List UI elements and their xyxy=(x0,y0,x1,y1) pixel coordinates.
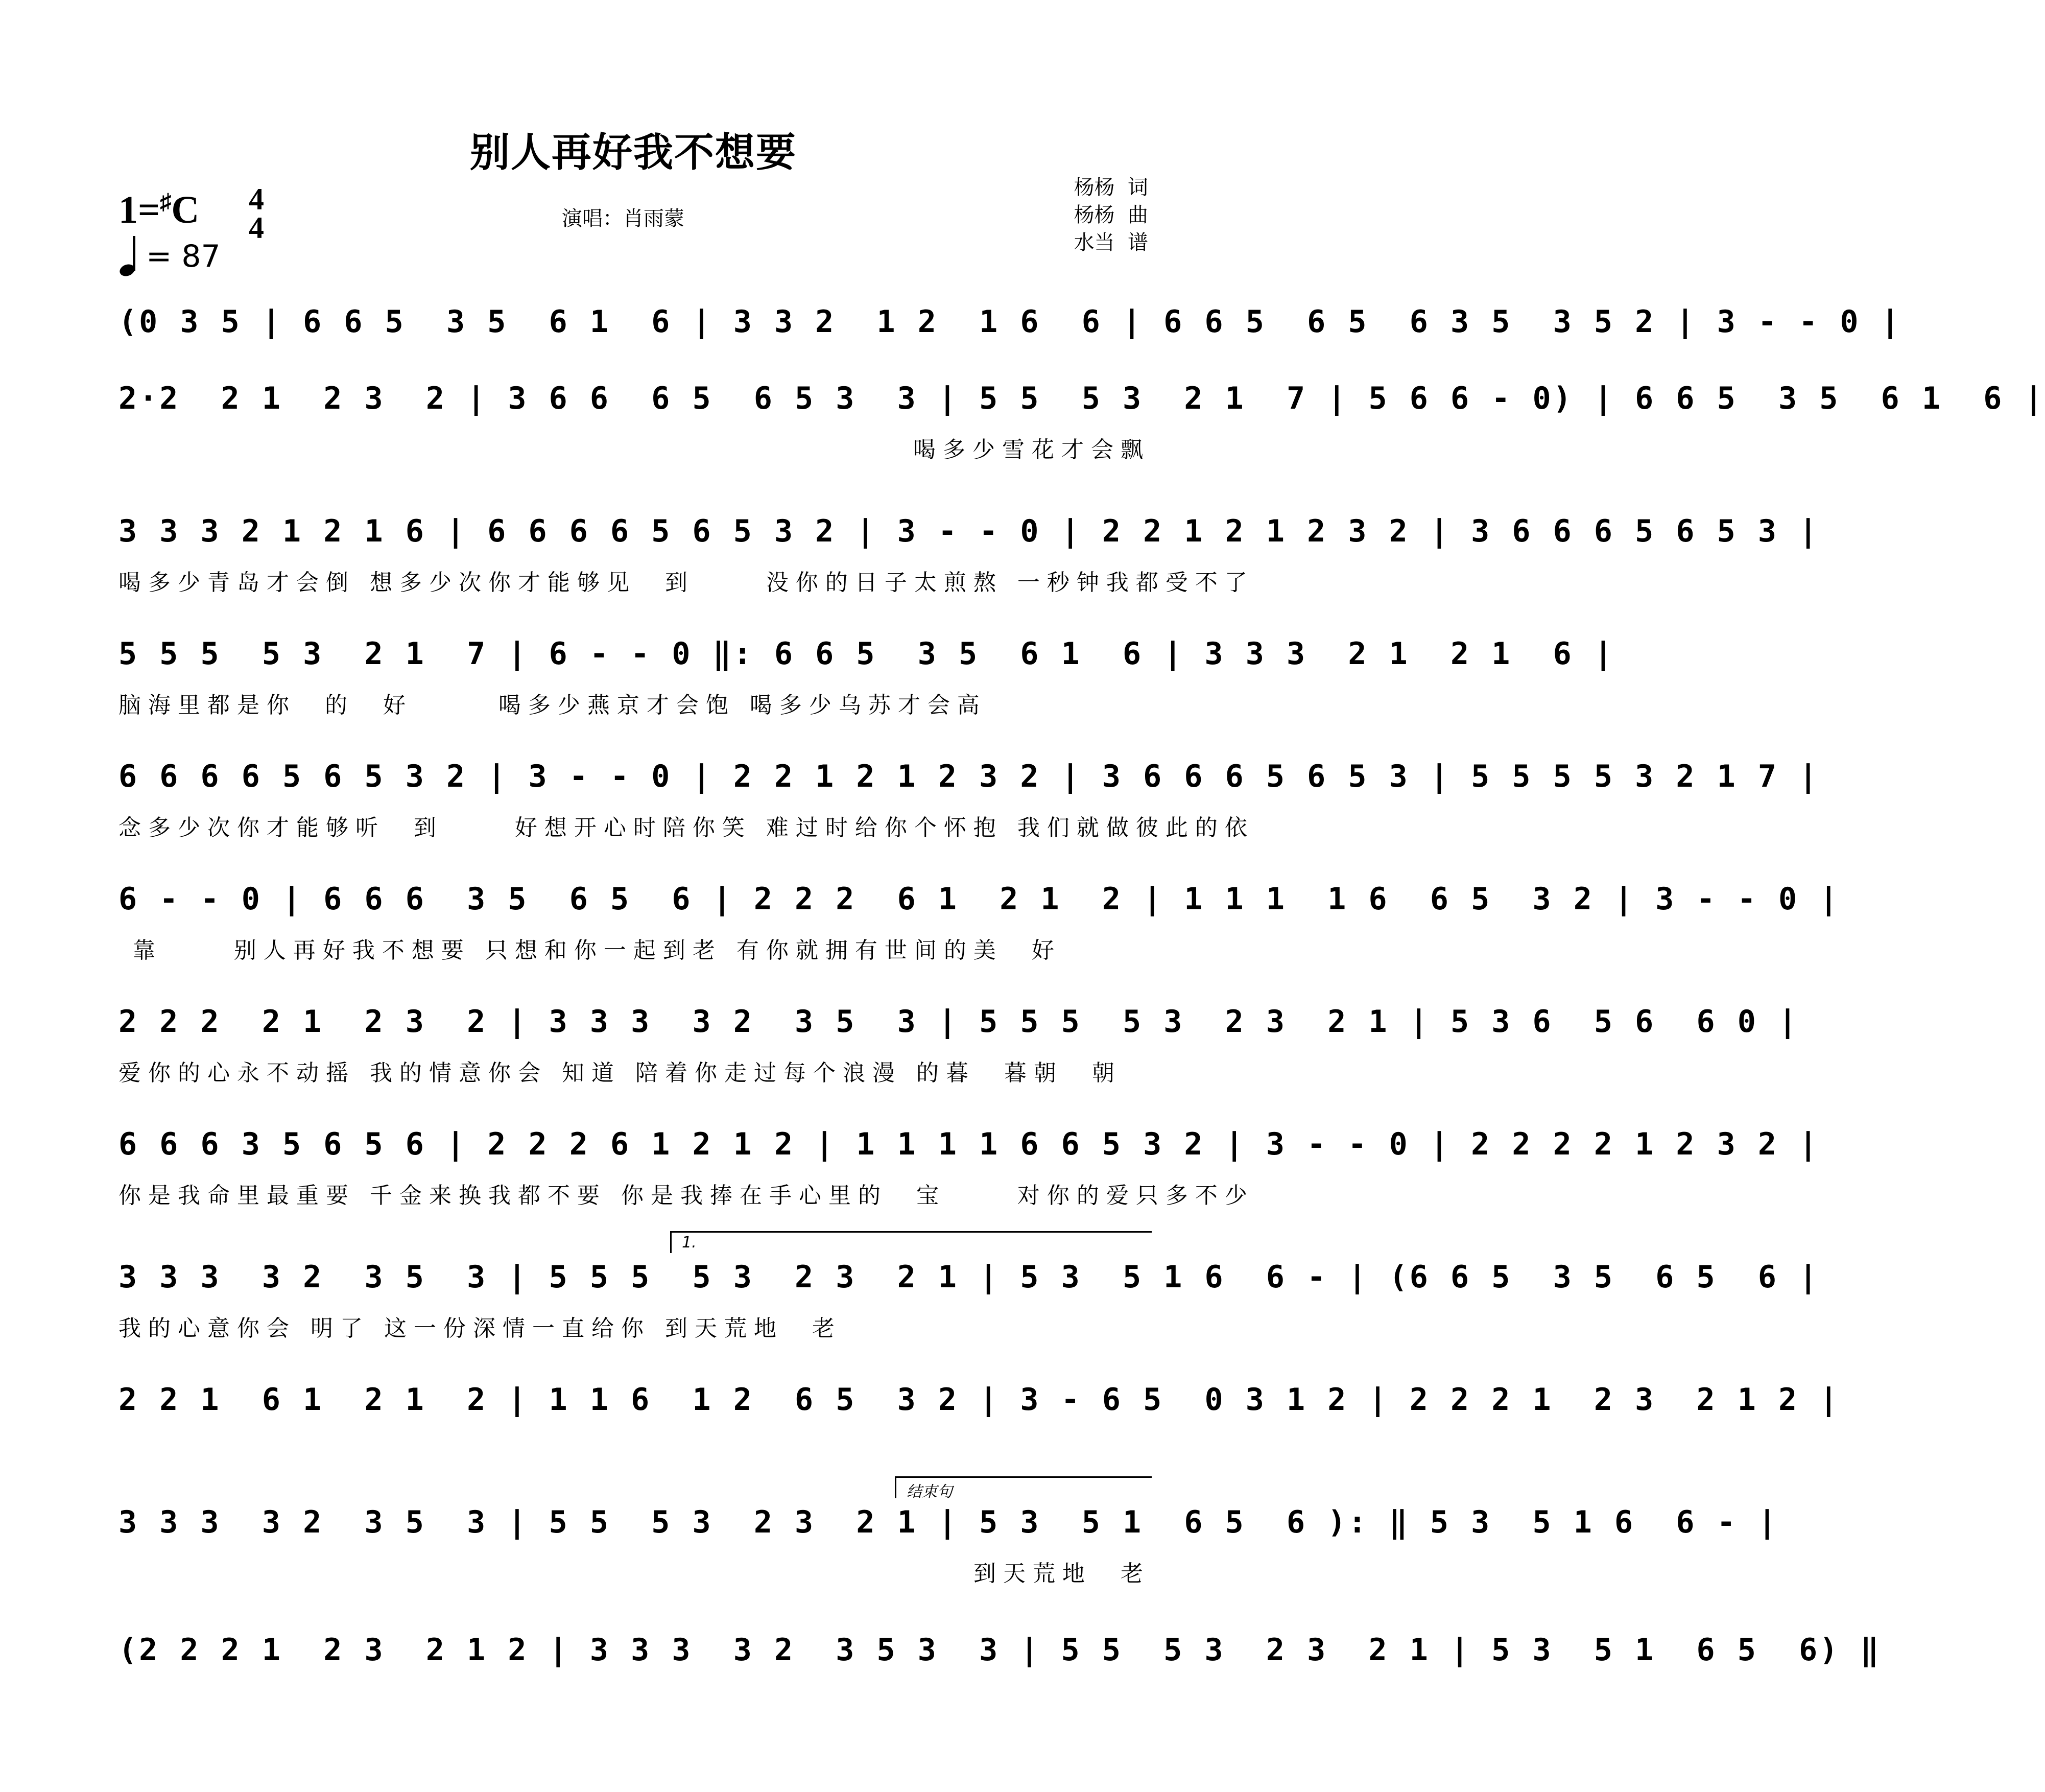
stave-row xyxy=(118,1483,1778,1588)
lyrics-line: 靠 别人再好我不想要 只想和你一起到老 有你就拥有世间的美 好 xyxy=(118,937,1061,963)
volta-bracket xyxy=(895,1476,1152,1501)
stave-row xyxy=(118,633,1614,719)
key-note: C xyxy=(171,188,200,231)
jianpu-notes: 2·2 2 1 2 3 2 | 3 6 6 6 5 6 5 3 3 | 5 5 5 3 2 1 7 | 5 6 6 - 0) | 6 6 5 3 5 6 1 6 | xyxy=(118,381,2045,416)
stave-row xyxy=(118,301,1901,342)
lyrics-line: 到天荒地 老 xyxy=(973,1561,1150,1587)
credits xyxy=(1074,174,1148,256)
stave-row xyxy=(118,511,1820,597)
jianpu-notes: 3 3 3 3 2 3 5 3 | 5 5 5 5 3 2 3 2 1 | 5 3 5 1 6 6 - | (6 6 5 3 5 6 5 6 | xyxy=(118,1259,1820,1295)
page-title: 别人再好我不想要 xyxy=(469,130,797,176)
time-signature-bottom: 4 xyxy=(249,211,264,245)
jianpu-notes: (2 2 2 1 2 3 2 1 2 | 3 3 3 3 2 3 5 3 3 | 5 5 5 3 2 3 2 1 | 5 3 5 1 6 5 6) ‖ xyxy=(118,1632,1881,1668)
jianpu-notes: 2 2 2 2 1 2 3 2 | 3 3 3 3 2 3 5 3 | 5 5 5 5 3 2 3 2 1 | 5 3 6 5 6 6 0 | xyxy=(118,1004,1799,1040)
jianpu-notes: 5 5 5 5 3 2 1 7 | 6 - - 0 ‖: 6 6 5 3 5 6 1 6 | 3 3 3 2 1 2 1 6 | xyxy=(118,636,1614,672)
singer-credit: 演唱：肖雨蒙 xyxy=(562,207,684,230)
stave-row xyxy=(118,1234,1820,1342)
volta-label: 结束句 xyxy=(907,1483,953,1501)
stave-row xyxy=(118,378,2045,464)
time-signature xyxy=(241,182,272,245)
stave-row xyxy=(118,1379,1840,1420)
sharp-symbol: ♯ xyxy=(160,189,172,215)
volta-label: 1. xyxy=(682,1234,697,1252)
composer-credit: 杨杨 曲 xyxy=(1074,203,1148,227)
jianpu-notes: 6 - - 0 | 6 6 6 3 5 6 5 6 | 2 2 2 6 1 2 1 2 | 1 1 1 1 6 6 5 3 2 | 3 - - 0 | xyxy=(118,881,1840,917)
stave-row xyxy=(118,879,1840,964)
lyricist-credit: 杨杨 词 xyxy=(1074,176,1148,199)
stave-row xyxy=(118,756,1820,842)
stave-row xyxy=(118,1630,1881,1670)
jianpu-notes: 2 2 1 6 1 2 1 2 | 1 1 6 1 2 6 5 3 2 | 3 - 6 5 0 3 1 2 | 2 2 2 1 2 3 2 1 2 | xyxy=(118,1382,1840,1418)
lyrics-line: 喝多少青岛才会倒 想多少次你才能够见 到 没你的日子太煎熬 一秒钟我都受不了 xyxy=(118,570,1254,596)
lyrics-line: 你是我命里最重要 千金来换我都不要 你是我捧在手心里的 宝 对你的爱只多不少 xyxy=(118,1183,1254,1209)
jianpu-notes: 3 3 3 2 1 2 1 6 | 6 6 6 6 5 6 5 3 2 | 3 - - 0 | 2 2 1 2 1 2 3 2 | 3 6 6 6 5 6 5 3 | xyxy=(118,513,1820,549)
jianpu-notes: 3 3 3 3 2 3 5 3 | 5 5 5 3 2 3 2 1 | 5 3 5 1 6 5 6 ): ‖ 5 3 5 1 6 6 - | xyxy=(118,1504,1778,1540)
lyrics-line: 脑海里都是你 的 好 喝多少燕京才会饱 喝多少乌苏才会高 xyxy=(118,692,987,718)
tempo-marking xyxy=(118,236,221,277)
stave-row xyxy=(118,1001,1799,1087)
jianpu-notes: 6 6 6 3 5 6 5 6 | 2 2 2 6 1 2 1 2 | 1 1 1 1 6 6 5 3 2 | 3 - - 0 | 2 2 2 2 1 2 3 2 | xyxy=(118,1126,1820,1162)
key-signature xyxy=(118,188,199,232)
tempo-value: = 87 xyxy=(146,239,221,274)
key-prefix: 1= xyxy=(118,188,160,231)
lyrics-line: 念多少次你才能够听 到 好想开心时陪你笑 难过时给你个怀抱 我们就做彼此的依 xyxy=(118,815,1254,841)
lyrics-line: 喝多少雪花才会飘 xyxy=(913,437,1150,463)
jianpu-notes: (0 3 5 | 6 6 5 3 5 6 1 6 | 3 3 2 1 2 1 6 6 | 6 6 5 6 5 6 3 5 3 5 2 | 3 - - 0 | xyxy=(118,304,1901,340)
time-signature-top: 4 xyxy=(249,182,264,216)
lyrics-line: 我的心意你会 明了 这一份深情一直给你 到天荒地 老 xyxy=(118,1315,842,1341)
lyrics-line: 爱你的心永不动摇 我的情意你会 知道 陪着你走过每个浪漫 的暮 暮朝 朝 xyxy=(118,1060,1122,1086)
volta-bracket xyxy=(670,1231,1152,1253)
transcriber-credit: 水当 谱 xyxy=(1074,231,1148,254)
stave-row xyxy=(118,1124,1820,1210)
quarter-note-icon xyxy=(118,236,139,277)
jianpu-notes: 6 6 6 6 5 6 5 3 2 | 3 - - 0 | 2 2 1 2 1 2 3 2 | 3 6 6 6 5 6 5 3 | 5 5 5 5 3 2 1 7 | xyxy=(118,759,1820,794)
